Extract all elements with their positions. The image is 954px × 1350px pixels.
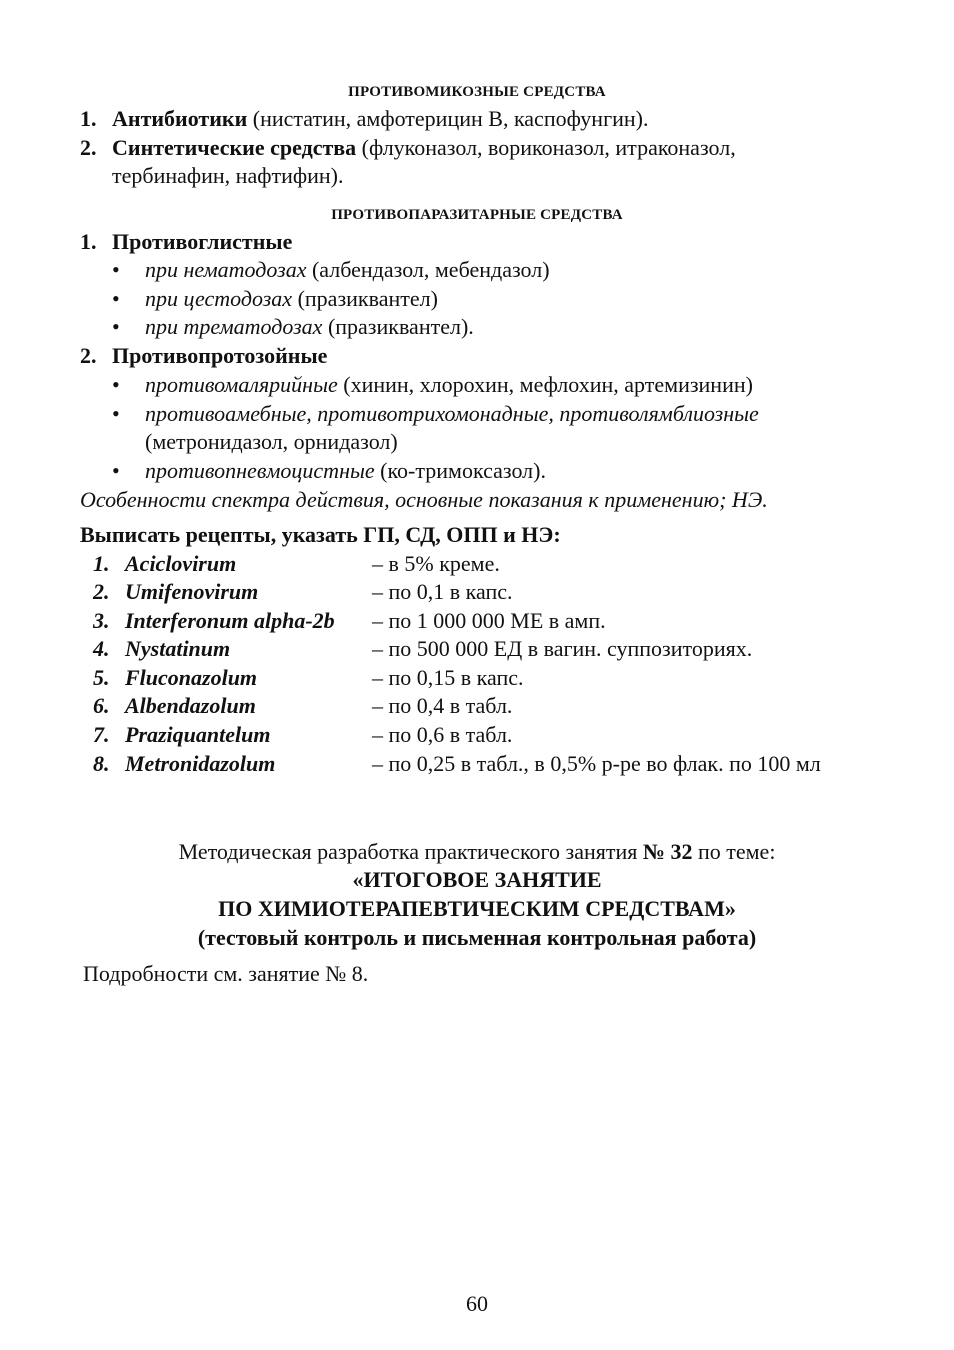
group1-bullet-2 bbox=[145, 285, 438, 313]
antifungal-item-1-num: 1. bbox=[80, 106, 97, 131]
page-number: 60 bbox=[466, 1291, 488, 1316]
rx-8-dose: – по 0,25 в табл., в 0,5% р-ре во флак. по 100 мл bbox=[372, 751, 821, 776]
antifungal-item-1-bold: Антибиотики bbox=[112, 106, 248, 131]
group2-bullet-1-rest: (хинин, хлорохин, мефлохин, артемизинин) bbox=[337, 372, 753, 397]
rx-3-dose: – по 1 000 000 МЕ в амп. bbox=[372, 608, 606, 633]
antiparasitic-title: ПРОТИВОПАРАЗИТАРНЫЕ СРЕДСТВА bbox=[331, 207, 623, 223]
group2-bullet-3-italic: противопневмоцистные bbox=[145, 458, 375, 483]
group1-bullet-3 bbox=[145, 313, 474, 341]
rx-1-name: Aciclovirum bbox=[125, 551, 237, 576]
group1-bullet-1-italic: при нематодозах bbox=[145, 257, 307, 282]
antifungal-item-2-bold: Синтетические средства bbox=[112, 135, 357, 160]
rx-6-num: 6. bbox=[93, 693, 110, 718]
bullet-icon: • bbox=[112, 401, 120, 426]
group1-bullet-1 bbox=[145, 256, 550, 284]
group1-num: 1. bbox=[80, 229, 97, 254]
bullet-icon: • bbox=[112, 286, 120, 311]
bullet-icon: • bbox=[112, 458, 120, 483]
rx-5-num: 5. bbox=[93, 665, 110, 690]
antifungal-item-2 bbox=[112, 134, 736, 162]
rx-5-dose: – по 0,15 в капс. bbox=[372, 665, 524, 690]
lesson-intro bbox=[0, 838, 954, 866]
rx-4-num: 4. bbox=[93, 636, 110, 661]
rx-1-num: 1. bbox=[93, 551, 110, 576]
rx-2-name: Umifenovirum bbox=[125, 579, 259, 604]
group2-label: Противопротозойные bbox=[112, 343, 328, 368]
bullet-icon: • bbox=[112, 372, 120, 397]
group2-bullet-2 bbox=[145, 400, 759, 428]
group2-bullet-2-cont: (метронидазол, орнидазол) bbox=[145, 429, 398, 454]
antifungal-item-1-rest: (нистатин, амфотерицин В, каспофунгин). bbox=[247, 106, 649, 131]
lesson-subtitle: (тестовый контроль и письменная контрольная работа) bbox=[197, 925, 757, 950]
rx-6-name: Albendazolum bbox=[125, 693, 256, 718]
rx-7-dose: – по 0,6 в табл. bbox=[372, 722, 513, 747]
group2-bullet-3-rest: (ко-тримоксазол). bbox=[374, 458, 546, 483]
rx-3-name: Interferonum alpha-2b bbox=[125, 608, 335, 633]
lesson-title-2: ПО ХИМИОТЕРАПЕВТИЧЕСКИМ СРЕДСТВАМ» bbox=[218, 896, 736, 921]
prescriptions-heading: Выписать рецепты, указать ГП, СД, ОПП и НЭ: bbox=[80, 522, 561, 547]
lesson-number: № 32 bbox=[642, 839, 693, 864]
rx-5-name: Fluconazolum bbox=[125, 665, 258, 690]
lesson-intro-after: по теме: bbox=[692, 839, 776, 864]
antifungal-item-2-rest: (флуконазол, вориконазол, итраконазол, bbox=[356, 135, 736, 160]
group2-num: 2. bbox=[80, 343, 97, 368]
rx-1-dose: – в 5% креме. bbox=[372, 551, 500, 576]
group1-bullet-3-rest: (празиквантел). bbox=[322, 314, 474, 339]
bullet-icon: • bbox=[112, 257, 120, 282]
rx-3-num: 3. bbox=[93, 608, 110, 633]
group2-bullet-1 bbox=[145, 371, 753, 399]
bullet-icon: • bbox=[112, 314, 120, 339]
group1-bullet-1-rest: (албендазол, мебендазол) bbox=[306, 257, 550, 282]
group2-bullet-2-italic: противоамебные, противотрихомонадные, противолямблиозные bbox=[145, 401, 759, 426]
group1-label: Противоглистные bbox=[112, 229, 293, 254]
antifungal-item-2-cont: тербинафин, нафтифин). bbox=[112, 163, 344, 188]
rx-7-name: Praziquantelum bbox=[125, 722, 271, 747]
rx-8-num: 8. bbox=[93, 751, 110, 776]
rx-4-name: Nystatinum bbox=[125, 636, 231, 661]
antifungal-title: ПРОТИВОМИКОЗНЫЕ СРЕДСТВА bbox=[348, 84, 606, 100]
group1-bullet-2-italic: при цестодозах bbox=[145, 286, 293, 311]
rx-4-dose: – по 500 000 ЕД в вагин. суппозиториях. bbox=[372, 636, 753, 661]
rx-8-name: Metronidazolum bbox=[125, 751, 276, 776]
lesson-title-1: «ИТОГОВОЕ ЗАНЯТИЕ bbox=[352, 867, 602, 892]
rx-7-num: 7. bbox=[93, 722, 110, 747]
rx-6-dose: – по 0,4 в табл. bbox=[372, 693, 513, 718]
group2-bullet-3 bbox=[145, 457, 546, 485]
antifungal-item-1 bbox=[112, 105, 648, 133]
rx-2-dose: – по 0,1 в капс. bbox=[372, 579, 513, 604]
spectrum-note: Особенности спектра действия, основные показания к применению; НЭ. bbox=[80, 487, 768, 512]
antifungal-item-2-num: 2. bbox=[80, 135, 97, 160]
group1-bullet-2-rest: (празиквантел) bbox=[292, 286, 438, 311]
group2-bullet-1-italic: противомалярийные bbox=[145, 372, 338, 397]
group1-bullet-3-italic: при трематодозах bbox=[145, 314, 323, 339]
lesson-details: Подробности см. занятие № 8. bbox=[83, 961, 369, 986]
rx-2-num: 2. bbox=[93, 579, 110, 604]
lesson-intro-before: Методическая разработка практического занятия bbox=[178, 839, 643, 864]
